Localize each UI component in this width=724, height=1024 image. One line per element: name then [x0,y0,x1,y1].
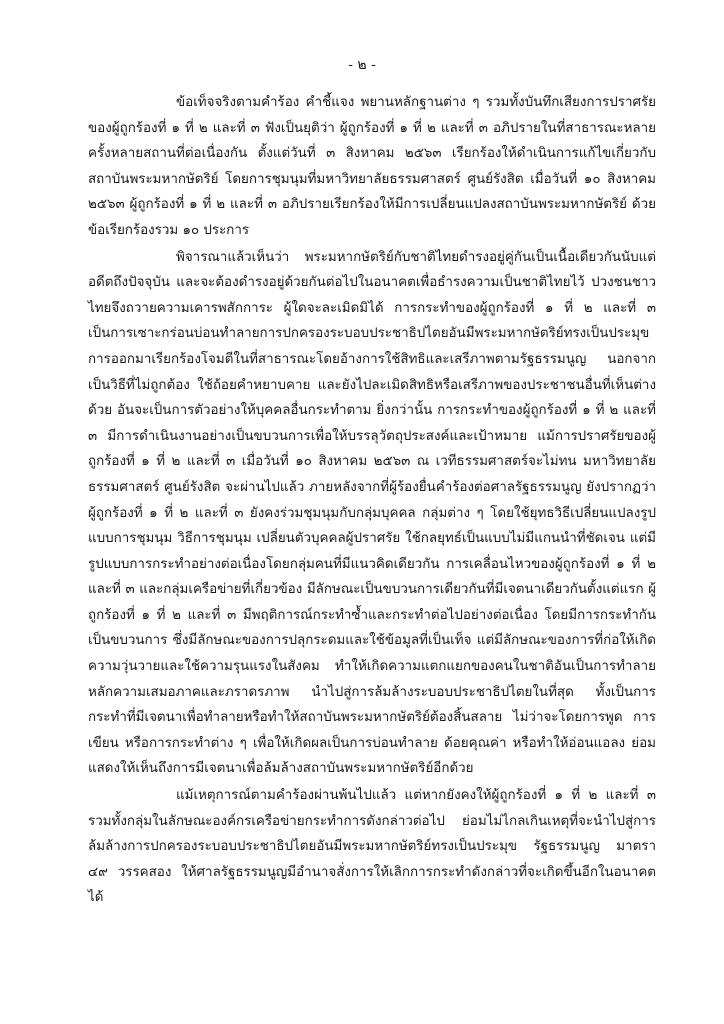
paragraph-facts [88,90,656,244]
paragraph-text: แม้เหตุการณ์ตามคำร้องผ่านพ้นไปแล้ว แต่หากยังคงให้ผู้ถูกร้องที่ ๑ ที่ ๒ และที่ ๓ รวมทั้งกลุ่มในลักษณะองค์กรเครือข่ายกระทำการดังกล่าวต่อไป ย่อมไม่ไกลเกินเหตุที่จะนำไปสู่การล้มล้างการปกครองระบอบประชาธิปไตยอันมีพระมหากษัตริย์ทรงเป็นประมุข รัฐธรรมนูญ มาตรา ๔๙ วรรคสอง ให้ศาลรัฐธรรมนูญมีอำนาจสั่งการให้เลิกการกระทำดังกล่าวที่จะเกิดขึ้นอีกในอนาคตได้ [88,788,656,906]
page-number: - ๒ - [348,57,376,73]
paragraph-conclusion [88,783,656,911]
document-body [88,90,656,911]
paragraph-text: ข้อเท็จจริงตามคำร้อง คำชี้แจง พยานหลักฐานต่าง ๆ รวมทั้งบันทึกเสียงการปราศรัยของผู้ถูกร้องที่ ๑ ที่ ๒ และที่ ๓ ฟังเป็นยุติว่า ผู้ถูกร้องที่ ๑ ที่ ๒ และที่ ๓ อภิปรายในที่สาธารณะหลายครั้งหลายสถานที่ต่อเนื่องกัน ตั้งแต่วันที่ ๓ สิงหาคม ๒๕๖๓ เรียกร้องให้ดำเนินการแก้ไขเกี่ยวกับสถาบันพระมหากษัตริย์ โดยการชุมนุมที่มหาวิทยาลัยธรรมศาสตร์ ศูนย์รังสิต เมื่อวันที่ ๑๐ สิงหาคม ๒๕๖๓ ผู้ถูกร้องที่ ๑ ที่ ๒ และที่ ๓ อภิปรายเรียกร้องให้มีการเปลี่ยนแปลงสถาบันพระมหากษัตริย์ ด้วยข้อเรียกร้องรวม ๑๐ ประการ [88,95,656,238]
paragraph-consideration [88,245,656,782]
paragraph-text: พิจารณาแล้วเห็นว่า พระมหากษัตริย์กับชาติไทยดำรงอยู่คู่กันเป็นเนื้อเดียวกันนับแต่อดีตถึงปัจจุบัน และจะต้องดำรงอยู่ด้วยกันต่อไปในอนาคตเพื่อธำรงความเป็นชาติไทยไว้ ปวงชนชาวไทยจึงถวายความเคารพสักการะ ผู้ใดจะละเมิดมิได้ การกระทำของผู้ถูกร้องที่ ๑ ที่ ๒ และที่ ๓ เป็นการเซาะกร่อนบ่อนทำลายการปกครองระบอบประชาธิปไตยอันมีพระมหากษัตริย์ทรงเป็นประมุข การออกมาเรียกร้องโจมตีในที่สาธารณะโดยอ้างการใช้สิทธิและเสรีภาพตามรัฐธรรมนูญ นอกจากเป็นวิธีที่ไม่ถูกต้อง ใช้ถ้อยคำหยาบคาย และยังไปละเมิดสิทธิหรือเสรีภาพของประชาชนอื่นที่เห็นต่างด้วย อันจะเป็นการตัวอย่างให้บุคคลอื่นกระทำตาม ยิ่งกว่านั้น การกระทำของผู้ถูกร้องที่ ๑ ที่ ๒ และที่ ๓ มีการดำเนินงานอย่างเป็นขบวนการเพื่อให้บรรลุวัตถุประสงค์และเป้าหมาย แม้การปราศรัยของผู้ถูกร้องที่ ๑ ที่ ๒ และที่ ๓ เมื่อวันที่ ๑๐ สิงหาคม ๒๕๖๓ ณ เวทีธรรมศาสตร์จะไม่ทน มหาวิทยาลัยธรรมศาสตร์ ศูนย์รังสิต จะผ่านไปแล้ว ภายหลังจากที่ผู้ร้องยื่นคำร้องต่อศาลรัฐธรรมนูญ ยังปรากฏว่า ผู้ถูกร้องที่ ๑ ที่ ๒ และที่ ๓ ยังคงร่วมชุมนุมกับกลุ่มบุคคล กลุ่มต่าง ๆ โดยใช้ยุทธวิธีเปลี่ยนแปลงรูปแบบการชุมนุม วิธีการชุมนุม เปลี่ยนตัวบุคคลผู้ปราศรัย ใช้กลยุทธ์เป็นแบบไม่มีแกนนำที่ชัดเจน แต่มีรูปแบบการกระทำอย่างต่อเนื่องโดยกลุ่มคนที่มีแนวคิดเดียวกัน การเคลื่อนไหวของผู้ถูกร้องที่ ๑ ที่ ๒ และที่ ๓ และกลุ่มเครือข่ายที่เกี่ยวข้อง มีลักษณะเป็นขบวนการเดียวกันที่มีเจตนาเดียวกันตั้งแต่แรก ผู้ถูกร้องที่ ๑ ที่ ๒ และที่ ๓ มีพฤติการณ์กระทำซ้ำและกระทำต่อไปอย่างต่อเนื่อง โดยมีการกระทำกันเป็นขบวนการ ซึ่งมีลักษณะของการปลุกระดมและใช้ข้อมูลที่เป็นเท็จ แต่มีลักษณะของการที่ก่อให้เกิดความวุ่นวายและใช้ความรุนแรงในสังคม ทำให้เกิดความแตกแยกของคนในชาติอันเป็นการทำลายหลักความเสมอภาคและภราดรภาพ นำไปสู่การล้มล้างระบอบประชาธิปไตยในที่สุด ทั้งเป็นการกระทำที่มีเจตนาเพื่อทำลายหรือทำให้สถาบันพระมหากษัตริย์ต้องสิ้นสลาย ไม่ว่าจะโดยการพูด การเขียน หรือการกระทำต่าง ๆ เพื่อให้เกิดผลเป็นการบ่อนทำลาย ด้อยคุณค่า หรือทำให้อ่อนแอลง ย่อมแสดงให้เห็นถึงการมีเจตนาเพื่อล้มล้างสถาบันพระมหากษัตริย์อีกด้วย [88,249,656,777]
